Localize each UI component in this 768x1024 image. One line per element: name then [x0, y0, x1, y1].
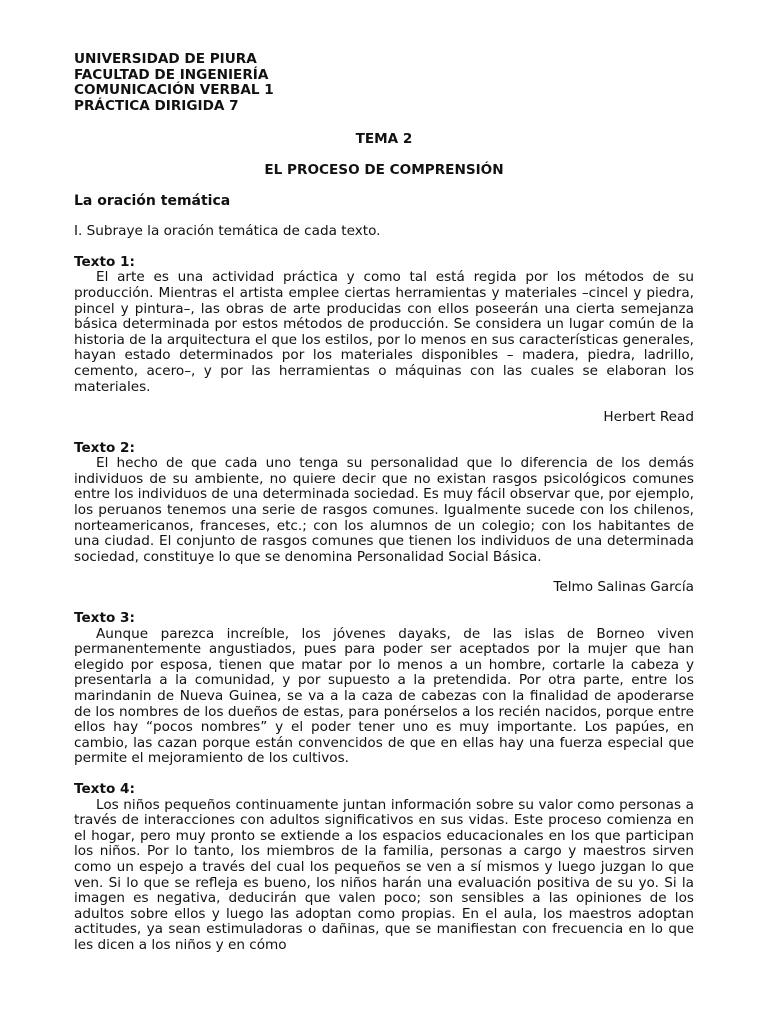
text-paragraph: El arte es una actividad práctica y como tal está regida por los métodos de su producción. Mientras el artista emplee ciertas herramientas y materiales –cincel y piedra, pincel y pintura–, las obras de arte producidas con ellos poseerán una cierta semejanza básica determinada por estos métodos de producción. Se considera un lugar común de la historia de la arquitectura el que los estilos, por lo menos en sus características generales, hayan estado determinados por los materiales disponibles – madera, piedra, ladrillo, cemento, acero–, y por las herramientas o máquinas con las cuales se elaboran los materiales. — [74, 269, 694, 395]
university-name: UNIVERSIDAD DE PIURA — [74, 51, 257, 67]
text-paragraph: Los niños pequeños continuamente juntan información sobre su valor como personas a través de interacciones con adultos significativos en sus vidas. Este proceso comienza en el hogar, pero muy pronto se extiende a los espacios educacionales en los que participan los niños. Por lo tanto, los miembros de la familia, personas a cargo y maestros sirven como un espejo a través del cual los pequeños se ven a sí mismos y luego juzgan lo que ven. Si lo que se refleja es bueno, los niños harán una evaluación positiva de su yo. Si la imagen es negativa, deducirán que valen poco; son sensibles a las opiniones de los adultos sobre ellos y luego las adoptan como propias. En el aula, los maestros adoptan actitudes, ya sean estimuladoras o dañinas, que se manifiestan con frecuencia en lo que les dicen a los niños y en cómo — [74, 796, 694, 953]
text-author: Telmo Salinas García — [553, 579, 694, 596]
text-paragraph: Aunque parezca increíble, los jóvenes dayaks, de las islas de Borneo viven permanentemente angustiados, pues para poder ser aceptados por la mujer que han elegido por esposa, tienen que matar por lo menos a un hombre, cortarle la cabeza y presentarla a la comunidad, y por supuesto a la pretendida. Por otra parte, entre los marindanin de Nueva Guinea, se va a la caza de cabezas con la finalidad de apoderarse de los nombres de los dueños de estas, para ponérselos a los recién nacidos, porque entre ellos hay “pocos nombres” y el poder tener uno es muy importante. Los papúes, en cambio, las cazan porque están convencidos de que en ellas hay una fuerza especial que permite el mejoramiento de los cultivos. — [74, 625, 694, 767]
page-title: EL PROCESO DE COMPRENSIÓN — [264, 161, 504, 178]
section-heading: La oración temática — [74, 192, 231, 209]
text-label: Texto 3: — [74, 610, 135, 627]
text-label: Texto 2: — [74, 439, 135, 456]
text-block-3 — [74, 611, 694, 767]
instruction-text: I. Subraye la oración temática de cada texto. — [74, 223, 381, 240]
text-block-4 — [74, 782, 694, 954]
document-header — [74, 52, 694, 114]
text-block-2 — [74, 441, 694, 596]
text-label: Texto 1: — [74, 253, 135, 270]
practice-name: PRÁCTICA DIRIGIDA 7 — [74, 97, 239, 114]
text-author: Herbert Read — [603, 409, 694, 426]
course-name: COMUNICACIÓN VERBAL 1 — [74, 82, 274, 99]
faculty-name: FACULTAD DE INGENIERÍA — [74, 66, 269, 83]
text-block-1 — [74, 255, 694, 426]
text-label: Texto 4: — [74, 780, 135, 797]
text-paragraph: El hecho de que cada uno tenga su personalidad que lo diferencia de los demás individuos de su ambiente, no quiere decir que no existan rasgos psicológicos comunes entre los individuos de una determinada sociedad. Es muy fácil observar que, por ejemplo, los peruanos tenemos una serie de rasgos comunes. Igualmente sucede con los chilenos, norteamericanos, franceses, etc.; con los alumnos de un colegio; con los habitantes de una ciudad. El conjunto de rasgos comunes que tienen los individuos de una determinada sociedad, constituye lo que se denomina Personalidad Social Básica. — [74, 455, 694, 565]
tema-heading: TEMA 2 — [355, 131, 413, 148]
